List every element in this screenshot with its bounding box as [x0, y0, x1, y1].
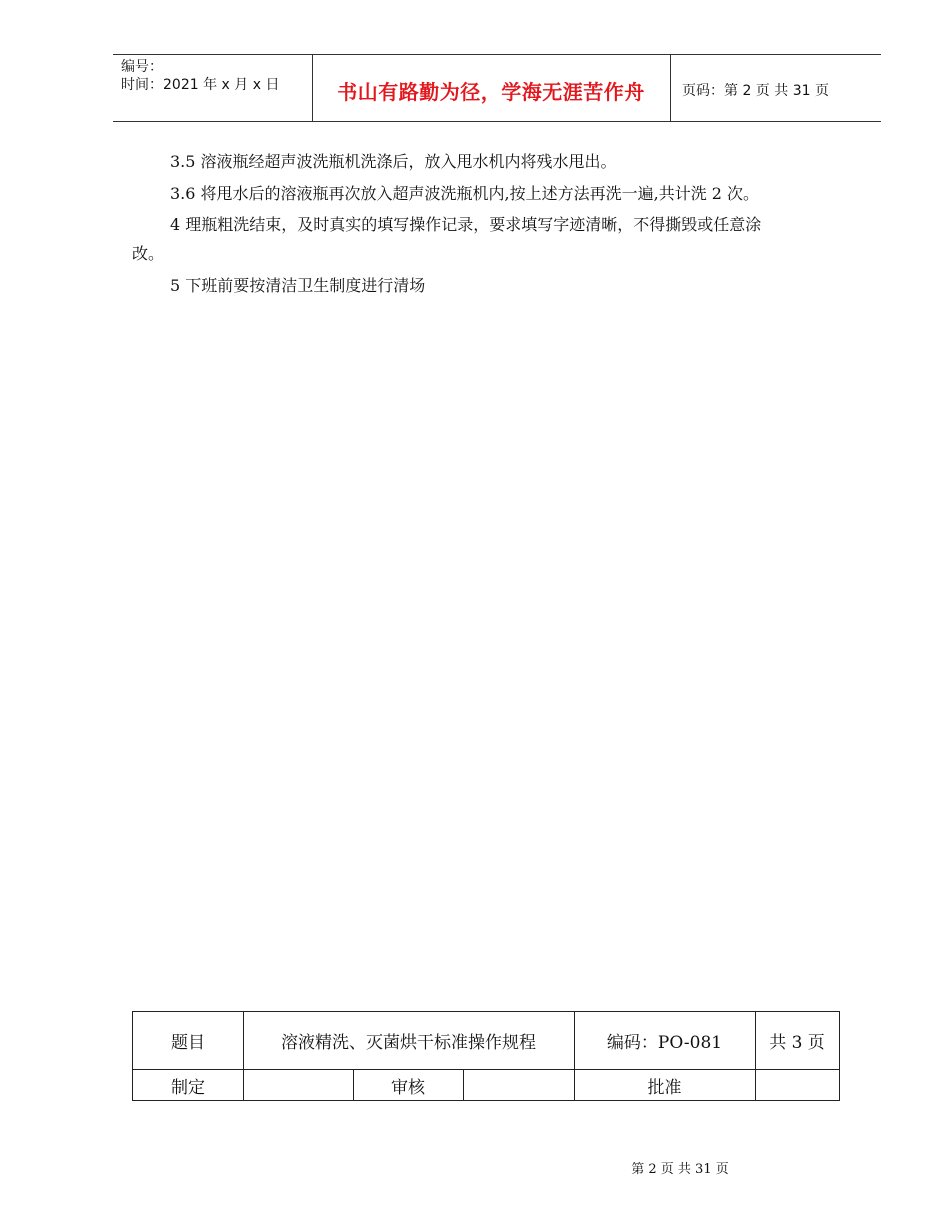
header-meta	[121, 58, 279, 94]
code-label: 编号：	[121, 59, 163, 75]
paragraph-3-6: 3.6 将甩水后的溶液瓶再次放入超声波洗瓶机内,按上述方法再洗一遍,共计洗 2 次。	[170, 184, 760, 203]
header-divider-right	[670, 54, 671, 121]
paragraph-4: 4 理瓶粗洗结束，及时真实的填写操作记录，要求填写字迹清晰，不得撕毁或任意涂	[170, 215, 762, 234]
total-pages: 共 3 页	[769, 1033, 825, 1053]
header-top-rule	[113, 54, 881, 55]
code-value: 编码：PO-081	[606, 1033, 723, 1053]
time-label: 时间：2021 年 x 月 x 日	[121, 77, 280, 93]
footer-page-number: 第 2 页 共 31 页	[631, 1162, 729, 1177]
paragraph-4-continued: 改。	[132, 244, 165, 263]
motto: 书山有路勤为径，学海无涯苦作舟	[337, 80, 645, 104]
header-page-number: 页码：第 2 页 共 31 页	[682, 83, 829, 99]
header-bottom-rule	[113, 121, 881, 122]
reviewed-by-value	[463, 1069, 574, 1101]
subject-value: 溶液精洗、灭菌烘干标准操作规程	[281, 1033, 536, 1053]
paragraph-3-5: 3.5 溶液瓶经超声波洗瓶机洗涤后，放入甩水机内将残水甩出。	[170, 152, 617, 171]
approved-by-value	[755, 1069, 839, 1101]
made-by-value	[243, 1069, 353, 1101]
approved-by-label: 批准	[647, 1077, 682, 1098]
paragraph-5: 5 下班前要按清洁卫生制度进行清场	[170, 276, 426, 295]
reviewed-by-label: 审核	[391, 1077, 425, 1098]
document-info-table	[132, 1011, 840, 1101]
made-by-label: 制定	[171, 1077, 205, 1098]
subject-label: 题目	[171, 1033, 205, 1053]
